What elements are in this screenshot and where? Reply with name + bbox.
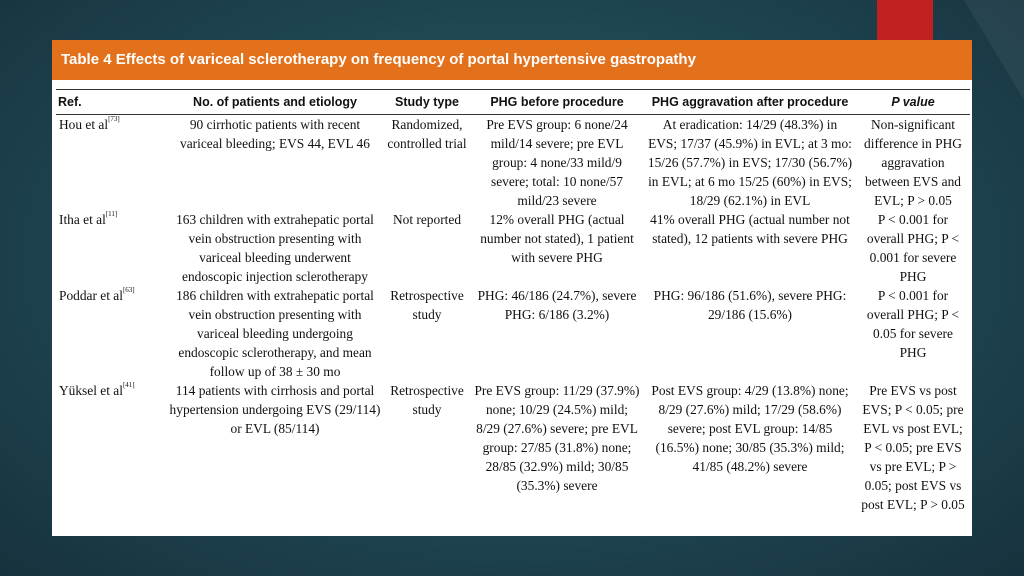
table-row (56, 286, 970, 381)
cell-patients: 114 patients with cirrhosis and portal hypertension undergoing EVS (29/114) or EVL (85/114) (169, 383, 381, 436)
cell-phg-before: 12% overall PHG (actual number not stated), 1 patient with severe PHG (480, 212, 634, 265)
table-row (56, 381, 970, 514)
decorative-triangle (964, 0, 1024, 100)
accent-tab (877, 0, 933, 40)
cell-phg-after: At eradication: 14/29 (48.3%) in EVS; 17/37 (45.9%) in EVL; at 3 mo: 15/26 (57.7%) in EVS; 17/30 (56.7%) in EVL; at 6 mo 15/25 (60%) in EVS; 18/29 (62.1%) in EVL (647, 117, 853, 208)
cell-ref: Hou et al[73] (59, 115, 120, 132)
cell-study-type: Retrospective study (390, 288, 464, 322)
cell-patients: 186 children with extrahepatic portal vein obstruction presenting with variceal bleeding undergoing endoscopic sclerotherapy, and mean follow up of 38 ± 30 mo (176, 288, 374, 379)
cell-phg-before: Pre EVS group: 11/29 (37.9%) none; 10/29 (24.5%) mild; 8/29 (27.6%) severe; pre EVL group: 27/85 (31.8%) none; 28/85 (32.9%) mild; 30/85 (35.3%) severe (474, 383, 640, 493)
cell-phg-after: 41% overall PHG (actual number not stated), 12 patients with severe PHG (650, 212, 850, 246)
col-header-p-value: P value (856, 90, 970, 115)
cell-ref: Itha et al[11] (59, 210, 118, 227)
col-header-phg-after: PHG aggravation after procedure (644, 90, 856, 115)
cell-ref: Poddar et al[63] (59, 286, 135, 303)
cell-p-value: P < 0.001 for overall PHG; P < 0.001 for severe PHG (866, 212, 960, 284)
table-image (52, 40, 972, 536)
col-header-patients: No. of patients and etiology (166, 90, 384, 115)
table-row (56, 210, 970, 286)
cell-study-type: Randomized, controlled trial (387, 117, 467, 151)
table-title: Table 4 Effects of variceal sclerotherapy on frequency of portal hypertensive gastropathy (52, 40, 972, 80)
cell-phg-after: Post EVS group: 4/29 (13.8%) none; 8/29 (27.6%) mild; 17/29 (58.6%) severe; post EVL group: 14/85 (16.5%) none; 30/85 (35.3%) mild; 41/85 (48.2%) severe (651, 383, 849, 474)
table-row (56, 115, 970, 211)
cell-study-type: Not reported (392, 212, 462, 227)
data-table (56, 89, 970, 514)
cell-patients: 90 cirrhotic patients with recent variceal bleeding; EVS 44, EVL 46 (180, 117, 370, 151)
col-header-ref: Ref. (56, 90, 166, 115)
col-header-study-type: Study type (384, 90, 470, 115)
cell-study-type: Retrospective study (390, 383, 464, 417)
cell-p-value: P < 0.001 for overall PHG; P < 0.05 for severe PHG (866, 288, 960, 360)
cell-phg-before: Pre EVS group: 6 none/24 mild/14 severe; pre EVL group: 4 none/33 mild/9 severe; total: 10 none/57 mild/23 severe (486, 117, 628, 208)
col-header-phg-before: PHG before procedure (470, 90, 644, 115)
cell-phg-after: PHG: 96/186 (51.6%), severe PHG: 29/186 (15.6%) (653, 288, 847, 322)
header-row (56, 90, 970, 115)
cell-p-value: Non-significant difference in PHG aggravation between EVS and EVL; P > 0.05 (864, 117, 962, 208)
cell-patients: 163 children with extrahepatic portal vein obstruction presenting with variceal bleeding underwent endoscopic injection sclerotherapy (176, 212, 374, 284)
cell-p-value: Pre EVS vs post EVS; P < 0.05; pre EVL vs post EVL; P < 0.05; pre EVS vs pre EVL; P > 0.05; post EVS vs post EVL; P > 0.05 (861, 383, 965, 512)
cell-phg-before: PHG: 46/186 (24.7%), severe PHG: 6/186 (3.2%) (477, 288, 637, 322)
cell-ref: Yüksel et al[41] (59, 381, 135, 398)
